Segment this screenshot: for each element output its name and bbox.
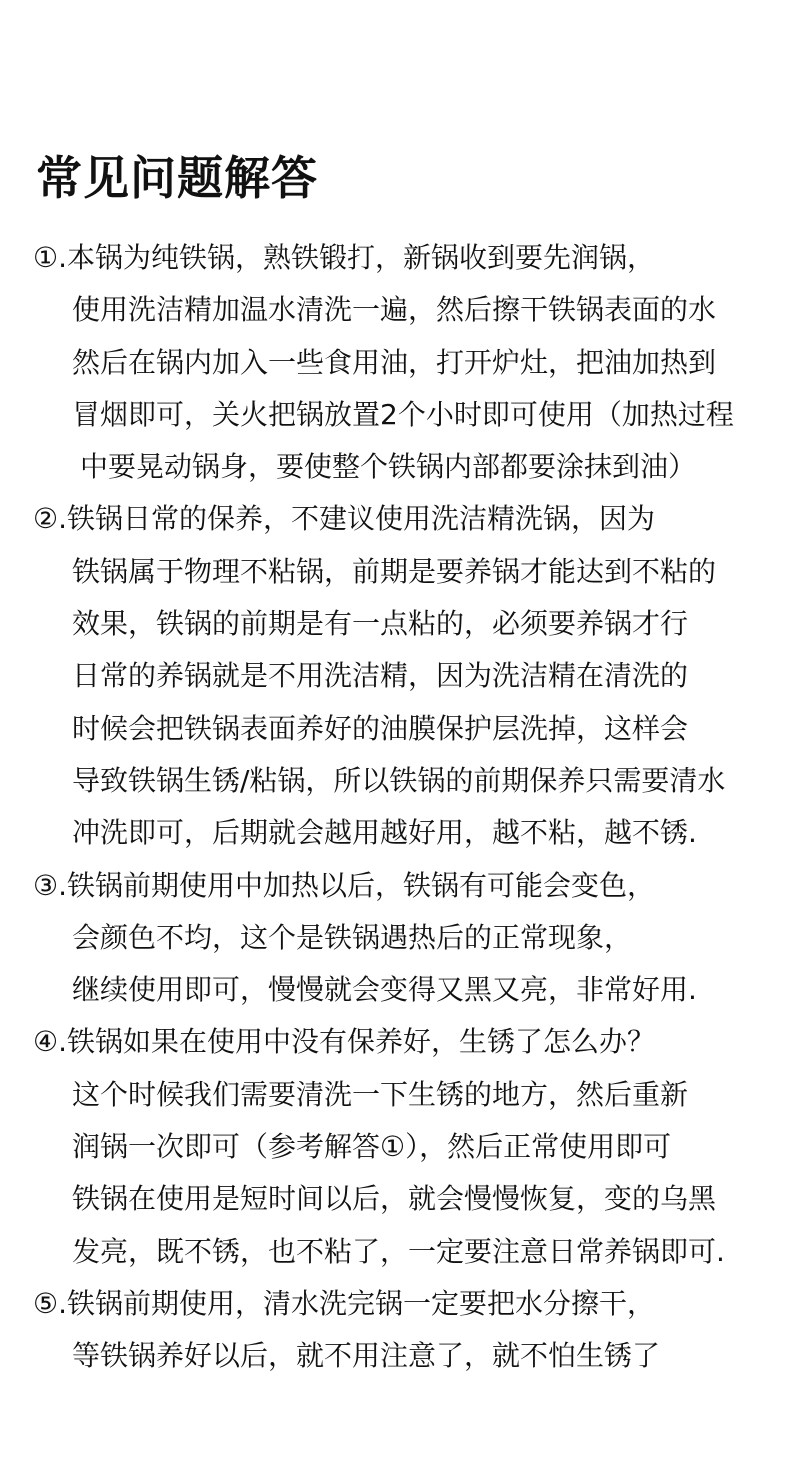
- faq-line: 发亮，既不锈，也不粘了，一定要注意日常养锅即可.: [72, 1234, 725, 1268]
- faq-line: ③.铁锅前期使用中加热以后，铁锅有可能会变色，: [33, 868, 656, 902]
- faq-line: ⑤.铁锅前期使用，清水洗完锅一定要把水分擦干，: [33, 1286, 656, 1320]
- faq-line: 继续使用即可，慢慢就会变得又黑又亮，非常好用.: [72, 973, 697, 1007]
- faq-line: 然后在锅内加入一些食用油，打开炉灶，把油加热到: [72, 345, 717, 379]
- faq-line: 冲洗即可，后期就会越用越好用，越不粘，越不锈.: [72, 816, 697, 850]
- faq-line: 会颜色不均，这个是铁锅遇热后的正常现象，: [72, 920, 633, 954]
- faq-list: [0, 232, 800, 1383]
- faq-line: ①.本锅为纯铁锅，熟铁锻打，新锅收到要先润锅，: [33, 241, 656, 274]
- faq-line: 导致铁锅生锈/粘锅，所以铁锅的前期保养只需要清水: [72, 763, 726, 797]
- faq-item-1: [0, 232, 800, 493]
- faq-line: ④.铁锅如果在使用中没有保养好，生锈了怎么办？: [33, 1025, 656, 1059]
- faq-line: 等铁锅养好以后，就不用注意了，就不怕生锈了: [72, 1339, 661, 1373]
- faq-line: ②.铁锅日常的保养，不建议使用洗洁精洗锅，因为: [33, 502, 656, 536]
- faq-item-4: [0, 1016, 800, 1277]
- faq-line: 效果，铁锅的前期是有一点粘的，必须要养锅才行: [72, 607, 689, 641]
- faq-line: 日常的养锅就是不用洗洁精，因为洗洁精在清洗的: [72, 659, 689, 693]
- faq-line: 铁锅在使用是短时间以后，就会慢慢恢复，变的乌黑: [72, 1182, 717, 1216]
- page-title: 常见问题解答: [36, 151, 318, 205]
- faq-line: 这个时候我们需要清洗一下生锈的地方，然后重新: [72, 1077, 689, 1111]
- faq-item-3: [0, 860, 800, 1017]
- faq-item-2: [0, 493, 800, 859]
- faq-line: 中要晃动锅身，要使整个铁锅内部都要涂抹到油）: [80, 450, 697, 484]
- faq-line: 润锅一次即可（参考解答①），然后正常使用即可: [72, 1130, 672, 1164]
- faq-line: 铁锅属于物理不粘锅，前期是要养锅才能达到不粘的: [72, 554, 717, 588]
- faq-line: 使用洗洁精加温水清洗一遍，然后擦干铁锅表面的水: [72, 293, 717, 327]
- faq-line: 冒烟即可，关火把锅放置2个小时即可使用（加热过程: [72, 397, 734, 431]
- faq-item-5: [0, 1278, 800, 1383]
- faq-line: 时候会把铁锅表面养好的油膜保护层洗掉，这样会: [72, 711, 689, 745]
